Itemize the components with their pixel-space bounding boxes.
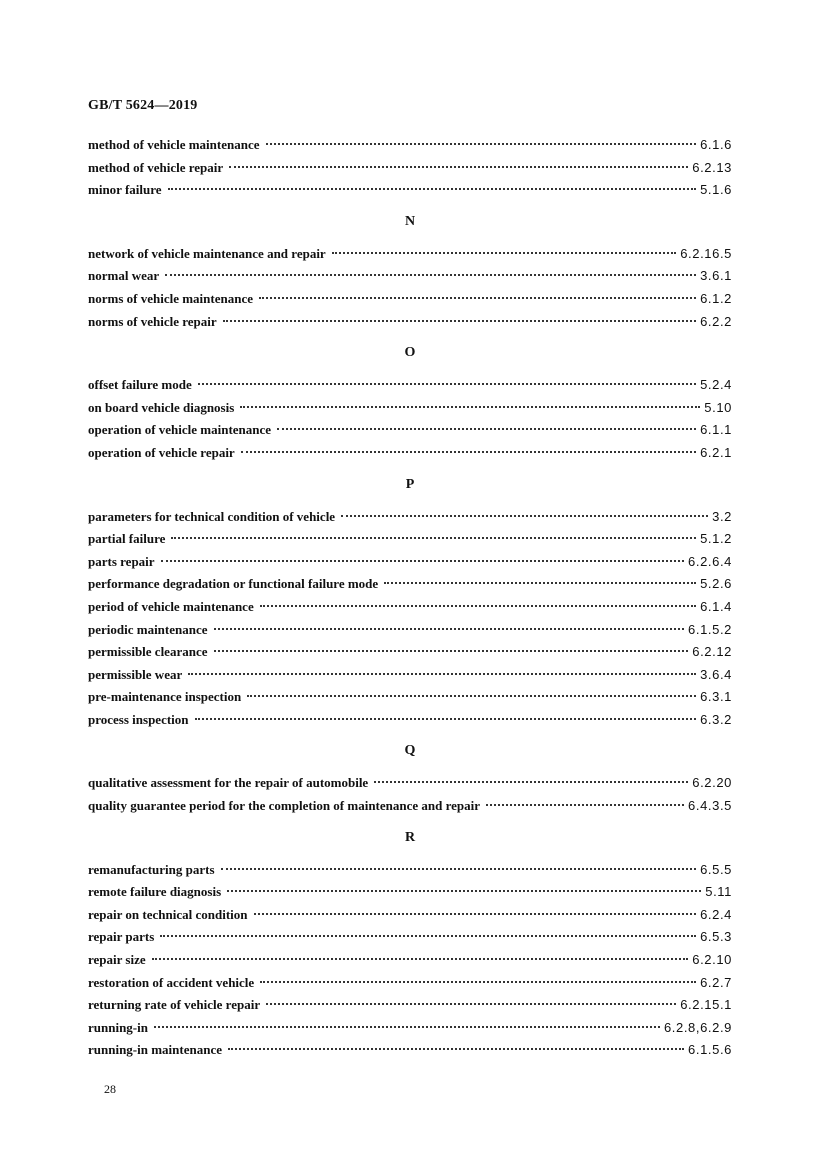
index-term: permissible clearance (88, 644, 208, 660)
index-section (88, 211, 732, 333)
dot-leader (229, 165, 688, 168)
index-term: method of vehicle repair (88, 159, 224, 175)
dot-leader (228, 1047, 684, 1050)
index-section (88, 342, 732, 464)
clause-reference: 3.6.1 (700, 268, 732, 284)
index-entry (88, 157, 732, 180)
index-entry (88, 374, 732, 397)
clause-reference: 3.6.4 (700, 666, 732, 682)
index-term: operation of vehicle repair (88, 444, 235, 460)
index-entry (88, 619, 732, 642)
dot-leader (260, 604, 696, 607)
clause-reference: 6.2.16.5 (680, 245, 732, 261)
dot-leader (214, 649, 689, 652)
clause-reference: 6.2.12 (692, 644, 732, 660)
dot-leader (160, 934, 696, 937)
index-entry (88, 288, 732, 311)
clause-reference: 6.2.15.1 (680, 997, 732, 1013)
index-entry (88, 311, 732, 334)
index-term: periodic maintenance (88, 621, 208, 637)
clause-reference: 3.2 (712, 508, 732, 524)
index-term: performance degradation or functional failure mode (88, 576, 379, 592)
dot-leader (223, 319, 696, 322)
clause-reference: 5.1.2 (700, 531, 732, 547)
dot-leader (152, 957, 689, 960)
index-entry (88, 709, 732, 732)
index-entry (88, 972, 732, 995)
index-term: repair size (88, 952, 146, 968)
index-term: quality guarantee period for the completion of maintenance and repair (88, 798, 481, 814)
index-term: parameters for technical condition of vehicle (88, 508, 336, 524)
index-term: method of vehicle maintenance (88, 137, 260, 152)
index-section (88, 740, 732, 817)
dot-leader (188, 672, 696, 675)
clause-reference: 5.2.4 (700, 377, 732, 393)
index-entry (88, 506, 732, 529)
dot-leader (277, 427, 696, 430)
index-entry (88, 551, 732, 574)
index-term: remanufacturing parts (88, 861, 215, 877)
index-term: returning rate of vehicle repair (88, 997, 261, 1013)
clause-reference: 6.1.5.6 (688, 1042, 732, 1058)
dot-leader (154, 1025, 660, 1028)
index-entry (88, 397, 732, 420)
dot-leader (384, 581, 696, 584)
index-entry (88, 994, 732, 1017)
index-term: on board vehicle diagnosis (88, 399, 235, 415)
index-entry (88, 573, 732, 596)
clause-reference: 5.10 (704, 399, 732, 415)
index-entry (88, 265, 732, 288)
clause-reference: 6.2.13 (692, 159, 732, 175)
index-term: norms of vehicle maintenance (88, 290, 254, 306)
index-entry (88, 419, 732, 442)
clause-reference: 6.3.2 (700, 711, 732, 727)
clause-reference: 6.2.6.4 (688, 553, 732, 569)
section-letter-heading: P (405, 476, 415, 492)
clause-reference: 6.2.2 (700, 313, 732, 329)
dot-leader (171, 536, 696, 539)
index-entry (88, 926, 732, 949)
clause-reference: 6.2.8,6.2.9 (663, 1019, 732, 1035)
index-entry (88, 1017, 732, 1040)
index-term: running-in maintenance (88, 1042, 222, 1058)
index-term: period of vehicle maintenance (88, 598, 254, 614)
index-entry (88, 772, 732, 795)
clause-reference: 6.2.4 (700, 906, 732, 922)
index-entry (88, 1039, 732, 1062)
dot-leader (266, 1002, 676, 1005)
index-entry (88, 881, 732, 904)
dot-leader (247, 694, 696, 697)
dot-leader (168, 187, 697, 190)
dot-leader (374, 780, 688, 783)
clause-reference: 6.2.1 (700, 444, 732, 460)
clause-reference: 6.3.1 (700, 689, 732, 705)
section-letter-heading: R (404, 829, 416, 845)
index-section (88, 134, 732, 202)
index-term: repair on technical condition (88, 906, 248, 922)
dot-leader (241, 450, 696, 453)
index-entry (88, 641, 732, 664)
index-entry (88, 134, 732, 157)
clause-reference: 6.1.1 (700, 422, 732, 438)
index-entry (88, 686, 732, 709)
dot-leader (259, 296, 696, 299)
clause-reference: 6.5.5 (700, 861, 732, 877)
dot-leader (332, 251, 676, 254)
index-term: parts repair (88, 553, 155, 569)
index-term: remote failure diagnosis (88, 884, 222, 900)
index-section (88, 474, 732, 732)
dot-leader (240, 405, 700, 408)
clause-reference: 5.1.6 (700, 182, 732, 198)
clause-reference: 6.1.2 (700, 290, 732, 306)
index-term: repair parts (88, 929, 155, 945)
index-term: network of vehicle maintenance and repair (88, 245, 326, 261)
index-term: pre-maintenance inspection (88, 689, 242, 705)
index-entry (88, 179, 732, 202)
clause-reference: 6.4.3.5 (688, 798, 732, 814)
index-entry (88, 442, 732, 465)
clause-reference: 6.2.20 (692, 775, 732, 791)
dot-leader (341, 514, 708, 517)
index-entry (88, 528, 732, 551)
index-entry (88, 795, 732, 818)
section-letter-heading: Q (404, 743, 416, 759)
dot-leader (260, 980, 696, 983)
index-term: offset failure mode (88, 377, 192, 393)
index-term: process inspection (88, 711, 189, 727)
clause-reference: 6.1.6 (700, 137, 732, 152)
section-letter-heading: N (404, 213, 416, 229)
index-term: normal wear (88, 268, 160, 284)
index-list (88, 134, 732, 1062)
dot-leader (161, 559, 684, 562)
dot-leader (221, 867, 697, 870)
clause-reference: 5.11 (705, 884, 732, 900)
clause-reference: 6.1.5.2 (688, 621, 732, 637)
index-term: restoration of accident vehicle (88, 974, 255, 990)
index-term: norms of vehicle repair (88, 313, 217, 329)
clause-reference: 6.2.7 (700, 974, 732, 990)
clause-reference: 6.5.3 (700, 929, 732, 945)
document-id-header: GB/T 5624—2019 (88, 98, 198, 113)
page-number: 28 (104, 1082, 116, 1096)
index-entry (88, 904, 732, 927)
dot-leader (195, 717, 697, 720)
dot-leader (486, 803, 684, 806)
index-term: minor failure (88, 182, 162, 198)
index-term: qualitative assessment for the repair of automobile (88, 775, 369, 791)
dot-leader (214, 627, 685, 630)
dot-leader (227, 889, 701, 892)
dot-leader (266, 142, 697, 145)
dot-leader (198, 382, 696, 385)
index-term: permissible wear (88, 666, 183, 682)
index-term: partial failure (88, 531, 166, 547)
index-entry (88, 859, 732, 882)
index-section (88, 827, 732, 1062)
clause-reference: 6.1.4 (700, 598, 732, 614)
index-entry (88, 243, 732, 266)
index-entry (88, 949, 732, 972)
index-entry (88, 596, 732, 619)
index-entry (88, 664, 732, 687)
index-term: operation of vehicle maintenance (88, 422, 272, 438)
dot-leader (165, 273, 696, 276)
clause-reference: 6.2.10 (692, 952, 732, 968)
clause-reference: 5.2.6 (700, 576, 732, 592)
index-term: running-in (88, 1019, 148, 1035)
dot-leader (254, 912, 697, 915)
section-letter-heading: O (404, 345, 416, 361)
